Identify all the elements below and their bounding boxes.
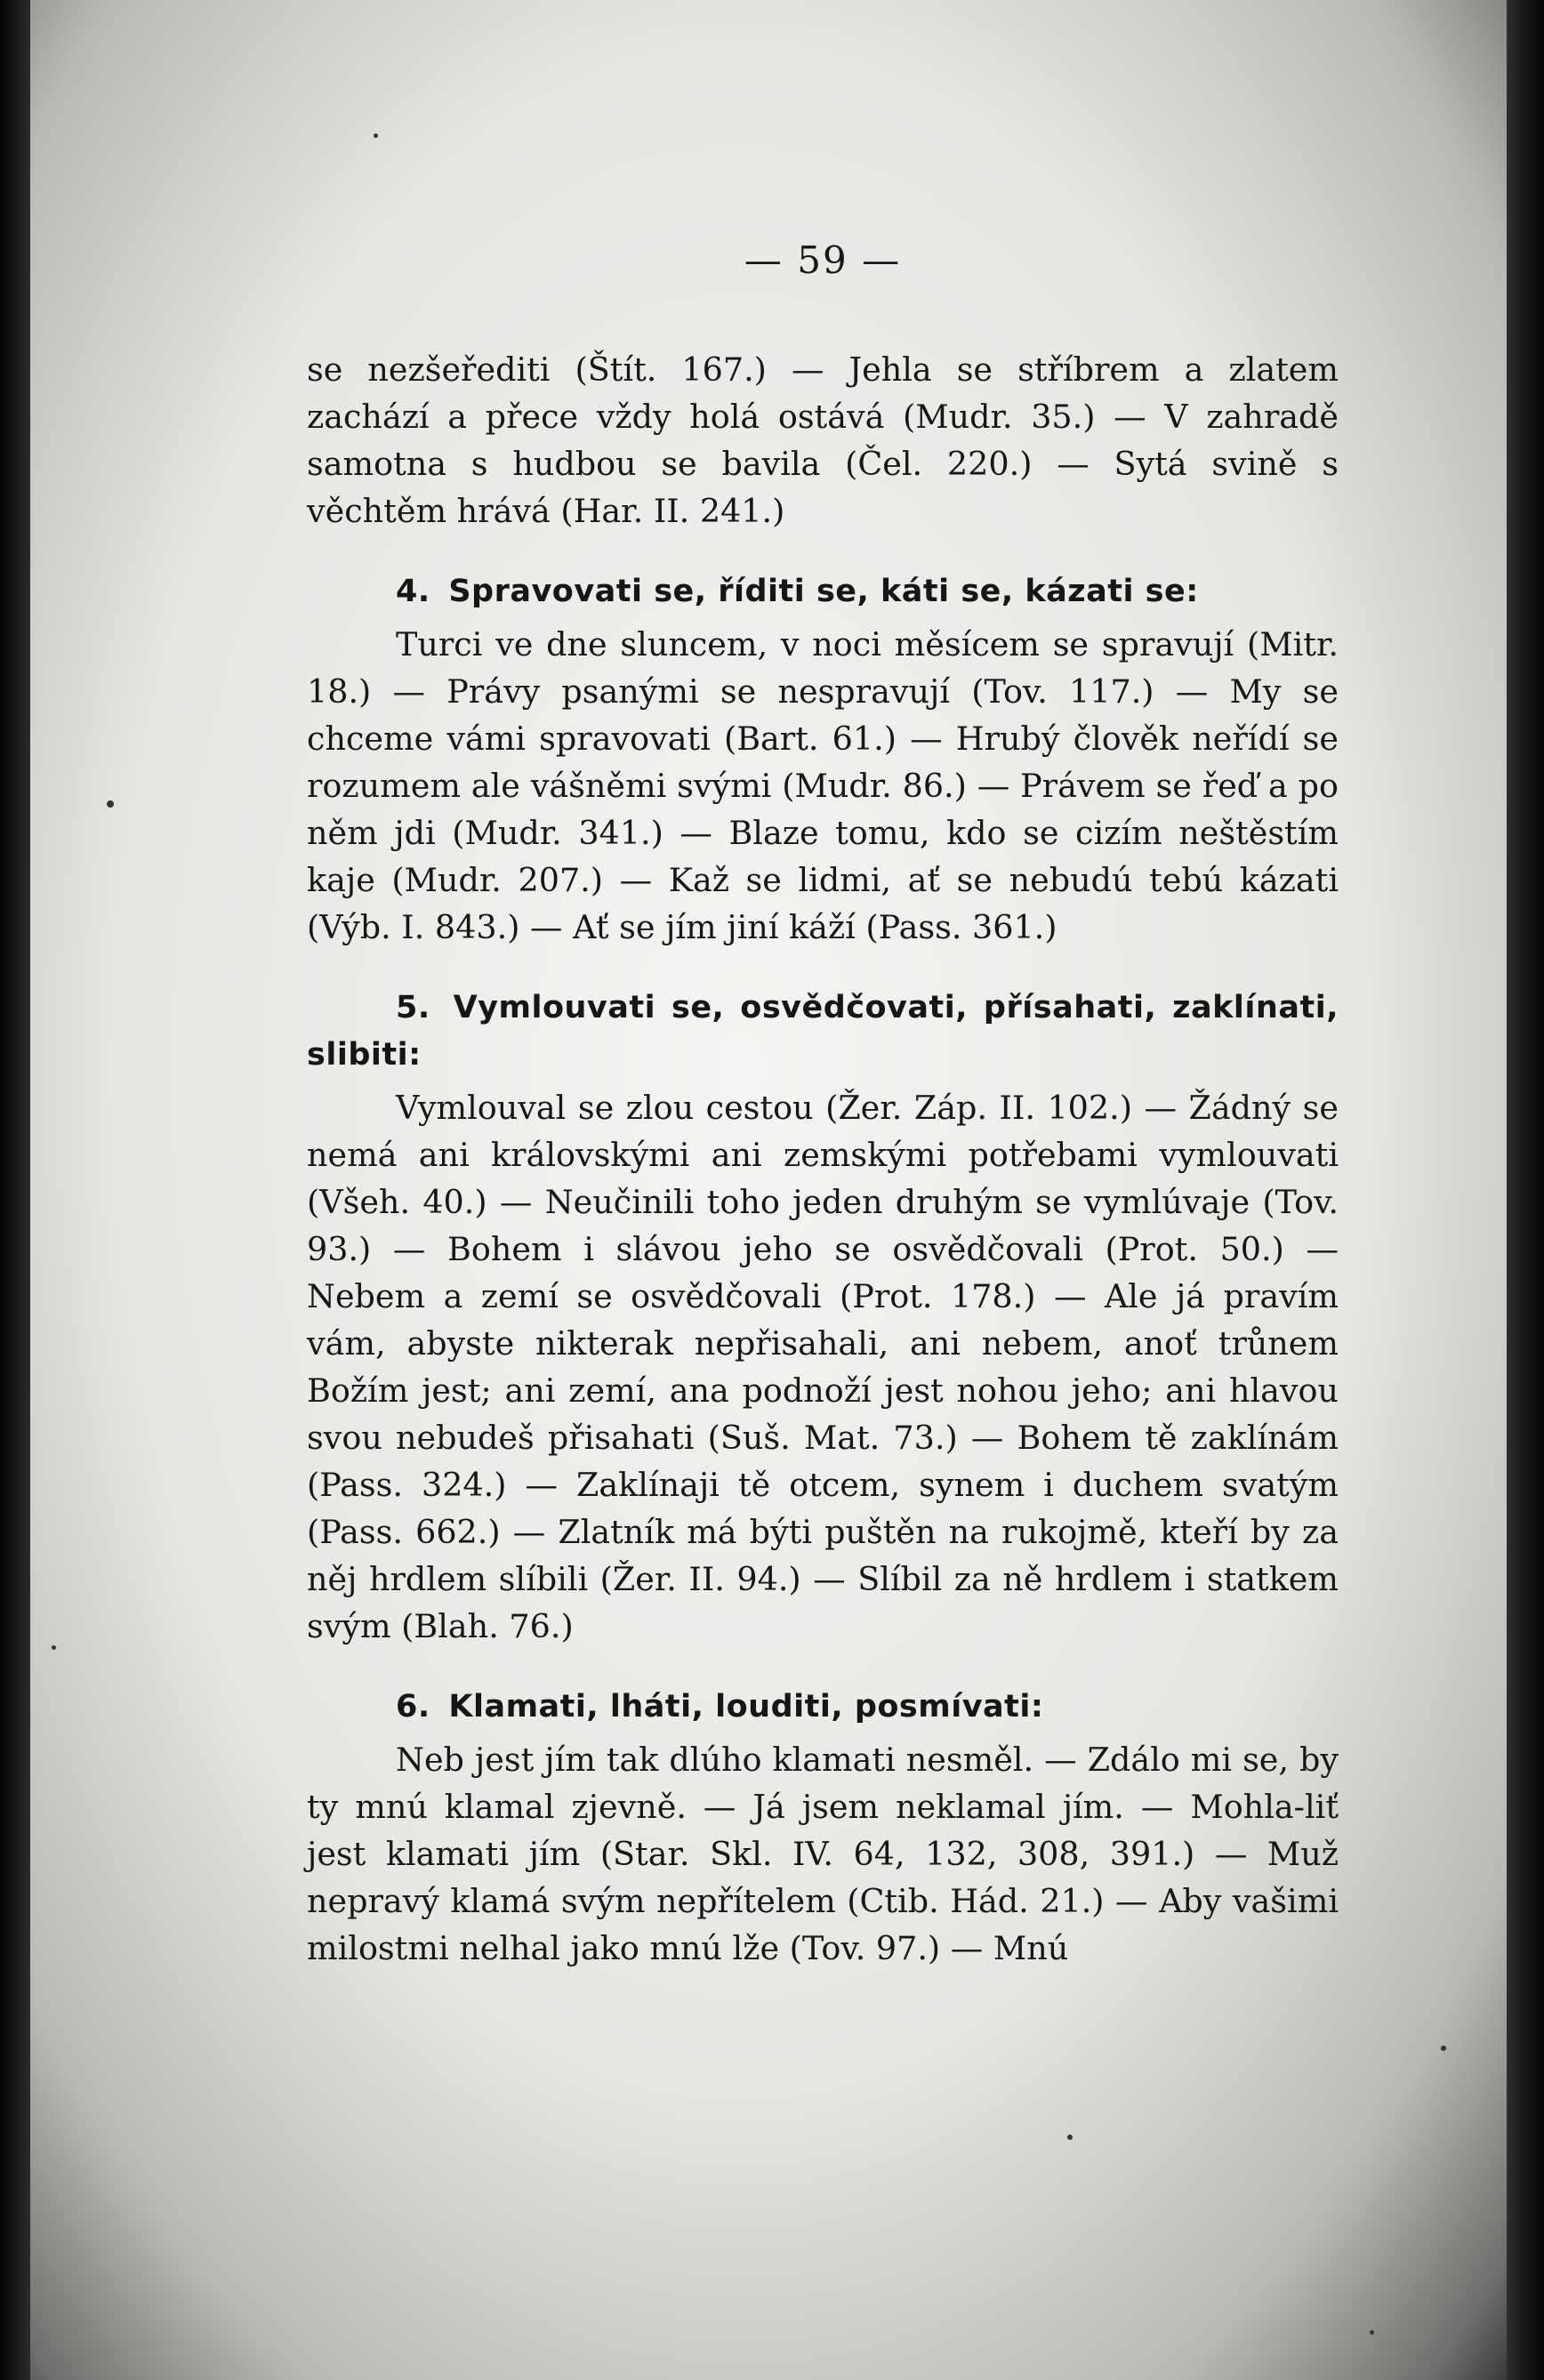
- paragraph-continuation: se nezšeřediti (Štít. 167.) — Jehla se stříbrem a zlatem zachází a přece vždy holá ostává (Mudr. 35.) — V zahradě samotna s hudbou se bavila (Čel. 220.) — Sytá svině s věchtěm hrává (Har. II. 241.): [307, 350, 1339, 530]
- section-number: 4.: [396, 574, 430, 609]
- book-page: [307, 238, 1339, 1972]
- section-title: Spravovati se, říditi se, káti se, kázati se:: [448, 574, 1199, 609]
- paragraph-section-4: Turci ve dne sluncem, v noci měsícem se spravují (Mitr. 18.) — Právy psanými se nespravují (Tov. 117.) — My se chceme vámi spravovati (Bart. 61.) — Hrubý člověk neřídí se rozumem ale vášněmi svými (Mudr. 86.) — Právem se řeď a po něm jdi (Mudr. 341.) — Blaze tomu, kdo se cizím neštěstím kaje (Mudr. 207.) — Kaž se lidmi, ať se nebudú tebú kázati (Výb. I. 843.) — Ať se jím jiní káží (Pass. 361.): [307, 625, 1339, 946]
- paragraph-section-5: Vymlouval se zlou cestou (Žer. Záp. II. 102.) — Žádný se nemá ani královskými ani zemskými potřebami vymlouvati (Všeh. 40.) — Neučinili toho jeden druhým se vymlúvaje (Tov. 93.) — Bohem i slávou jeho se osvědčovali (Prot. 50.) — Nebem a zemí se osvědčovali (Prot. 178.) — Ale já pravím vám, abyste nikterak nepřisahali, ani nebem, anoť trůnem Božím jest; ani zemí, ana podnoží jest nohou jeho; ani hlavou svou nebudeš přisahati (Suš. Mat. 73.) — Bohem tě zaklínám (Pass. 324.) — Zaklínaji tě otcem, synem i duchem svatým (Pass. 662.) — Zlatník má býti puštěn na rukojmě, kteří by za něj hrdlem slíbili (Žer. II. 94.) — Slíbil za ně hrdlem i statkem svým (Blah. 76.): [307, 1089, 1339, 1645]
- scan-edge-left: [0, 0, 30, 2380]
- page-number: — 59 —: [744, 238, 902, 282]
- section-number: 6.: [396, 1689, 430, 1725]
- section-title: Vymlouvati se, osvědčovati, přísahati, zaklínati, slibiti:: [307, 990, 1339, 1073]
- paragraph-section-6: Neb jest jím tak dlúho klamati nesměl. — Zdálo mi se, by ty mnú klamal zjevně. — Já jsem neklamal jím. — Mohla-liť jest klamati jím (Star. Skl. IV. 64, 132, 308, 391.) — Muž nepravý klamá svým nepřítelem (Ctib. Hád. 21.) — Aby vašimi milostmi nelhal jako mnú lže (Tov. 97.) — Mnú: [307, 1741, 1339, 1967]
- section-number: 5.: [396, 990, 430, 1025]
- scan-edge-right: [1507, 0, 1544, 2380]
- section-heading-4: [307, 568, 1339, 615]
- section-heading-6: [307, 1684, 1339, 1731]
- section-heading-5: [307, 985, 1339, 1079]
- section-title: Klamati, lháti, louditi, posmívati:: [448, 1689, 1044, 1725]
